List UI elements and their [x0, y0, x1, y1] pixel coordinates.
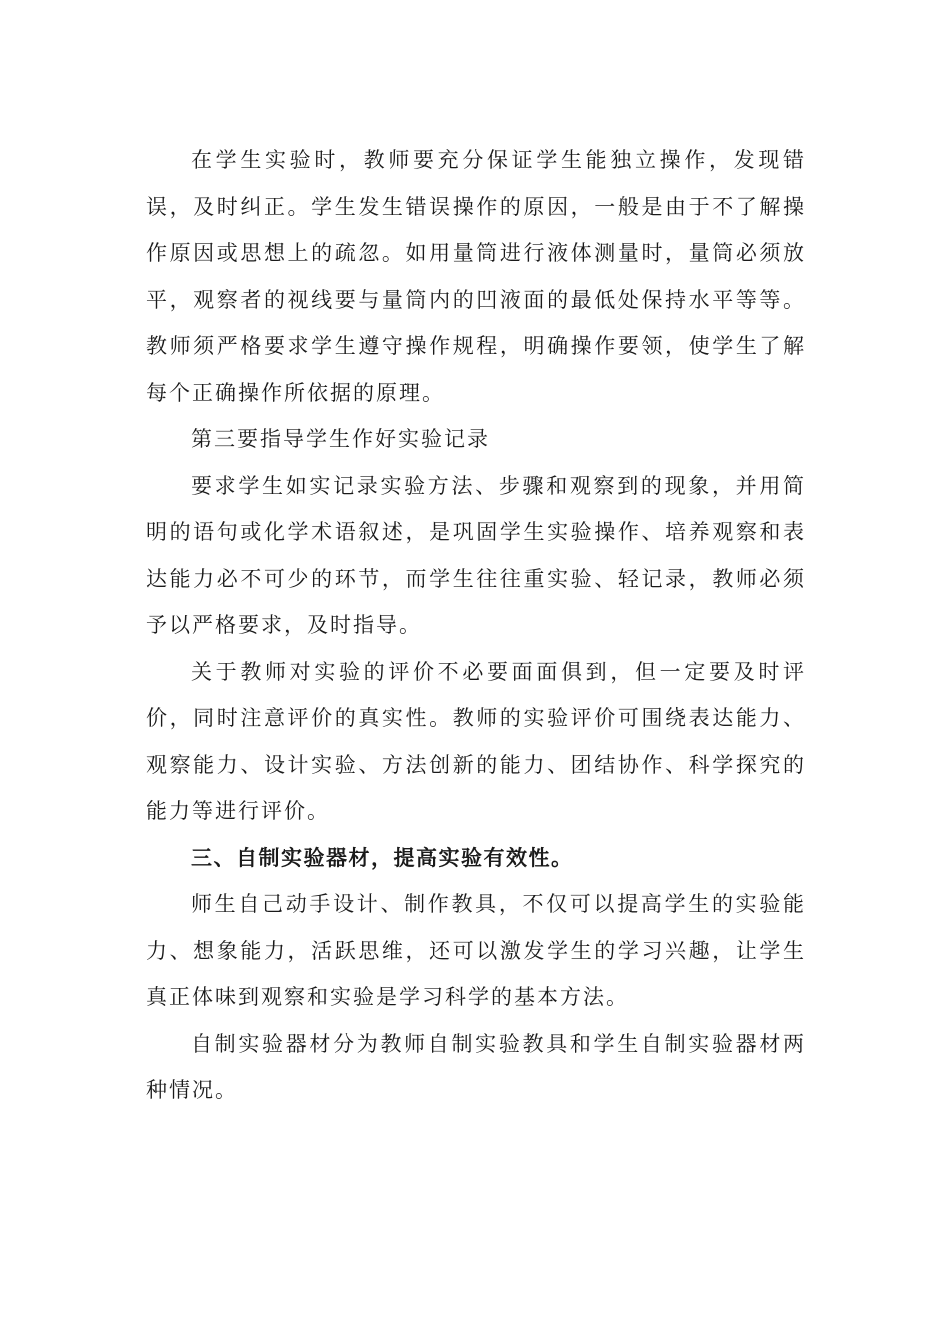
document-body — [146, 137, 806, 1114]
paragraph-recording: 要求学生如实记录实验方法、步骤和观察到的现象，并用简明的语句或化学术语叙述，是巩固学生实验操作、培养观察和表达能力必不可少的环节，而学生往往重实验、轻记录，教师必须予以严格要求，及时指导。 — [146, 473, 806, 637]
paragraph-evaluation: 关于教师对实验的评价不必要面面俱到，但一定要及时评价，同时注意评价的真实性。教师的实验评价可围绕表达能力、观察能力、设计实验、方法创新的能力、团结协作、科学探究的能力等进行评价。 — [146, 659, 806, 823]
paragraph-third-point: 第三要指导学生作好实验记录 — [191, 427, 490, 451]
section-heading-self-made-equipment: 三、自制实验器材，提高实验有效性。 — [191, 844, 574, 870]
paragraph-student-operation: 在学生实验时，教师要充分保证学生能独立操作，发现错误，及时纠正。学生发生错误操作的原因，一般是由于不了解操作原因或思想上的疏忽。如用量筒进行液体测量时，量筒必须放平，观察者的视线要与量筒内的凹液面的最低处保持水平等等。教师须严格要求学生遵守操作规程，明确操作要领，使学生了解每个正确操作所依据的原理。 — [146, 148, 806, 405]
paragraph-teaching-aids: 师生自己动手设计、制作教具，不仅可以提高学生的实验能力、想象能力，活跃思维，还可以激发学生的学习兴趣，让学生真正体味到观察和实验是学习科学的基本方法。 — [146, 892, 806, 1009]
paragraph-equipment-types: 自制实验器材分为教师自制实验教具和学生自制实验器材两种情况。 — [146, 1031, 806, 1102]
